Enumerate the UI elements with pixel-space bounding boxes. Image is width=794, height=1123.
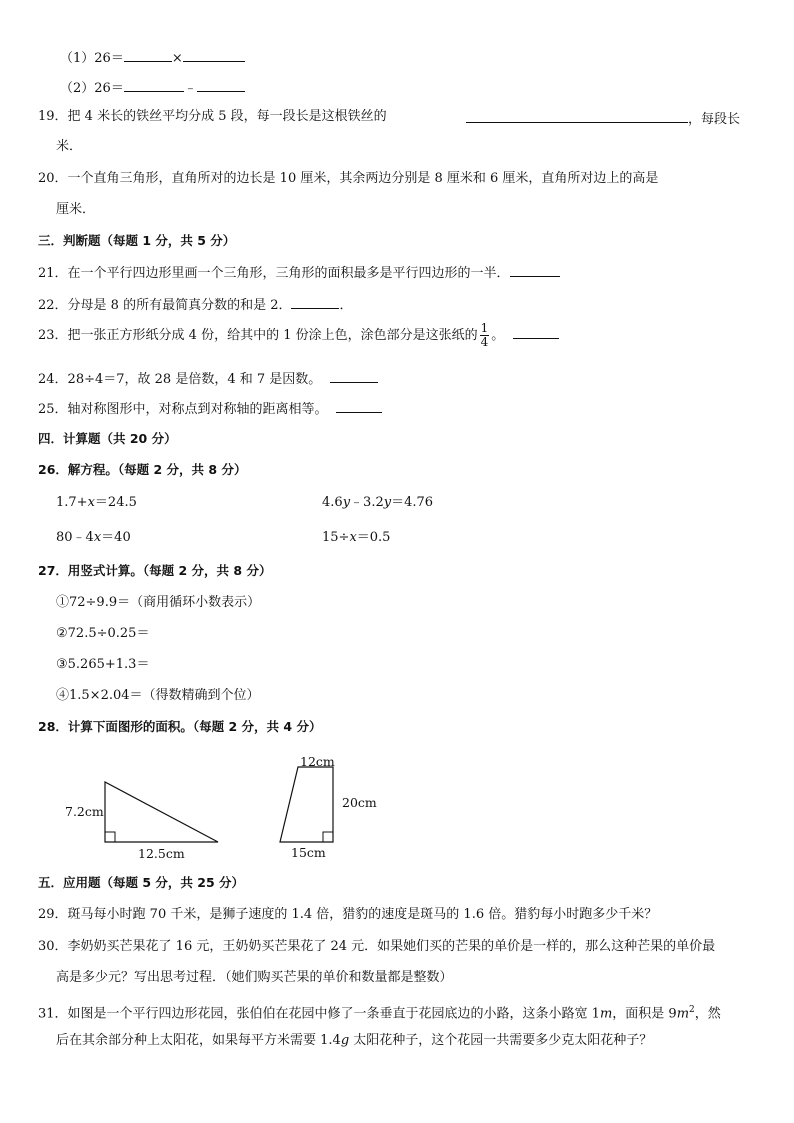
q25-blank[interactable] xyxy=(336,398,382,413)
section-4-title: 四．计算题（共 20 分） xyxy=(38,431,177,446)
section-3-title: 三．判断题（每题 1 分，共 5 分） xyxy=(38,233,236,248)
q20-text-a: 20．一个直角三角形，直角所对的边长是 10 厘米，其余两边分别是 8 厘米和 6 厘米，直角所对边上的高是 xyxy=(38,171,659,186)
q18-2-blank-a[interactable] xyxy=(124,77,184,92)
q31-text-b2: 太阳花种子，这个花园一共需要多少克太阳花种子？ xyxy=(349,1033,653,1048)
q23-numerator: 1 xyxy=(480,321,489,335)
q31-exponent: 2 xyxy=(689,1005,695,1015)
q18-1-blank-b[interactable] xyxy=(183,47,245,62)
q26-eq1-var: x xyxy=(87,495,95,510)
q31-text-b1: 后在其余部分种上太阳花，如果每平方米需要 1.4 xyxy=(56,1033,341,1048)
q26-eq-2 xyxy=(322,494,433,512)
q31-unit-g: g xyxy=(340,1033,350,1048)
q26-eq4-b: ＝0.5 xyxy=(356,530,391,545)
section-5-title: 五．应用题（每题 5 分，共 25 分） xyxy=(38,875,245,890)
q19-text-c: 米． xyxy=(56,139,83,154)
q27-title: 27．用竖式计算。（每题 2 分，共 8 分） xyxy=(38,563,272,578)
q19-blank[interactable] xyxy=(466,108,688,123)
triangle-figure xyxy=(105,782,218,842)
trapezoid-height-label: 20cm xyxy=(342,795,377,810)
q18-2-minus: ﹣ xyxy=(183,81,197,96)
q19-line-2 xyxy=(56,138,82,156)
q26-eq2-var2: y xyxy=(383,495,392,510)
q19-line-1b xyxy=(466,108,740,129)
q31-line-1 xyxy=(38,1001,721,1023)
triangle-height-label: 7.2cm xyxy=(65,804,104,819)
q26-eq2-b: ＝4.76 xyxy=(391,495,434,510)
q26-eq1-b: ＝24.5 xyxy=(94,495,137,510)
q23-blank[interactable] xyxy=(513,324,559,339)
q22-end: ． xyxy=(339,298,353,313)
trapezoid-figure xyxy=(280,767,333,842)
q23 xyxy=(38,322,559,350)
trapezoid-top-label: 12cm xyxy=(300,754,335,769)
q24-blank[interactable] xyxy=(330,368,378,383)
q27-item-1: ①72÷9.9＝（商用循环小数表示） xyxy=(56,595,261,610)
triangle-right-angle-mark xyxy=(105,832,115,842)
q23-text: 23．把一张正方形纸分成 4 份，给其中的 1 份涂上色，涂色部分是这张纸的 xyxy=(38,328,478,343)
q26-eq1-a: 1.7+ xyxy=(56,495,88,510)
q19-line-1 xyxy=(38,108,387,126)
q24 xyxy=(38,368,378,389)
q20-line-1 xyxy=(38,170,658,188)
trapezoid-bottom-label: 15cm xyxy=(291,845,326,860)
q26-eq-3 xyxy=(56,529,131,547)
q26-eq2-a: 4.6 xyxy=(322,495,343,510)
q26-eq2-m: ﹣3.2 xyxy=(350,495,384,510)
q22 xyxy=(38,294,353,315)
q31-line-2 xyxy=(56,1032,652,1050)
trapezoid-right-angle-mark xyxy=(323,832,333,842)
q18-1-times: × xyxy=(171,51,183,66)
q23-end: 。 xyxy=(491,328,505,343)
q26-eq4-var: x xyxy=(349,530,357,545)
q26-title: 26．解方程。（每题 2 分，共 8 分） xyxy=(38,462,247,477)
q18-1-blank-a[interactable] xyxy=(124,47,172,62)
q20-text-b: 厘米． xyxy=(56,202,96,217)
triangle-base-label: 12.5cm xyxy=(138,846,185,861)
q19-text-b: ，每段长 xyxy=(688,112,741,127)
q31-text-mid: ，面积是 9 xyxy=(612,1006,677,1022)
q18-2-blank-b[interactable] xyxy=(197,77,245,92)
q27-item-2: ②72.5÷0.25＝ xyxy=(56,626,150,641)
q23-denominator: 4 xyxy=(480,335,489,349)
q28-title: 28．计算下面图形的面积。（每题 2 分，共 4 分） xyxy=(38,719,322,734)
q27-item-4: ④1.5×2.04＝（得数精确到个位） xyxy=(56,688,260,703)
q21 xyxy=(38,262,560,283)
q26-eq3-a: 80﹣4 xyxy=(56,530,94,545)
q18-2-text: （2）26＝ xyxy=(60,81,124,96)
q25-text: 25．轴对称图形中，对称点到对称轴的距离相等。 xyxy=(38,402,328,417)
q18-1-text: （1）26＝ xyxy=(60,51,124,66)
q23-fraction xyxy=(480,322,490,349)
q24-text: 24．28÷4＝7，故 28 是倍数，4 和 7 是因数。 xyxy=(38,372,322,387)
q18-line-1 xyxy=(60,47,245,68)
q22-text: 22．分母是 8 的所有最简真分数的和是 2． xyxy=(38,298,292,313)
q26-eq3-var: x xyxy=(93,530,102,545)
triangle-shape xyxy=(105,782,218,842)
q18-line-2 xyxy=(60,77,245,98)
q20-line-2 xyxy=(56,201,95,219)
q22-blank[interactable] xyxy=(291,294,339,309)
q26-eq4-a: 15÷ xyxy=(322,530,350,545)
q31-text-a: 31．如图是一个平行四边形花园，张伯伯在花园中修了一条垂直于花园底边的小路，这条小路宽 1 xyxy=(38,1006,600,1022)
q26-eq-4 xyxy=(322,529,390,547)
q21-blank[interactable] xyxy=(510,262,560,277)
q21-text: 21．在一个平行四边形里画一个三角形，三角形的面积最多是平行四边形的一半． xyxy=(38,266,510,281)
q30-line-1: 30．李奶奶买芒果花了 16 元，王奶奶买芒果花了 24 元．如果她们买的芒果的单价是一样的，那么这种芒果的单价最 xyxy=(38,939,716,954)
q30-line-2: 高是多少元？写出思考过程．（她们购买芒果的单价和数量都是整数） xyxy=(56,970,453,985)
q25 xyxy=(38,398,382,419)
q29: 29．斑马每小时跑 70 千米，是狮子速度的 1.4 倍，猎豹的速度是斑马的 1.6 倍。猎豹每小时跑多少千米？ xyxy=(38,907,658,922)
q31-text-end: ，然 xyxy=(694,1006,721,1022)
q31-unit-m2: m xyxy=(676,1006,690,1022)
trapezoid-shape xyxy=(280,767,333,842)
q26-eq2-var1: y xyxy=(342,495,351,510)
q19-text-a: 19．把 4 米长的铁丝平均分成 5 段，每一段长是这根铁丝的 xyxy=(38,109,387,124)
q27-item-3: ③5.265+1.3＝ xyxy=(56,657,150,672)
q26-eq3-b: ＝40 xyxy=(101,530,131,545)
q31-unit-m: m xyxy=(599,1006,613,1022)
q28-figures xyxy=(0,748,794,868)
q26-eq-1 xyxy=(56,494,137,512)
